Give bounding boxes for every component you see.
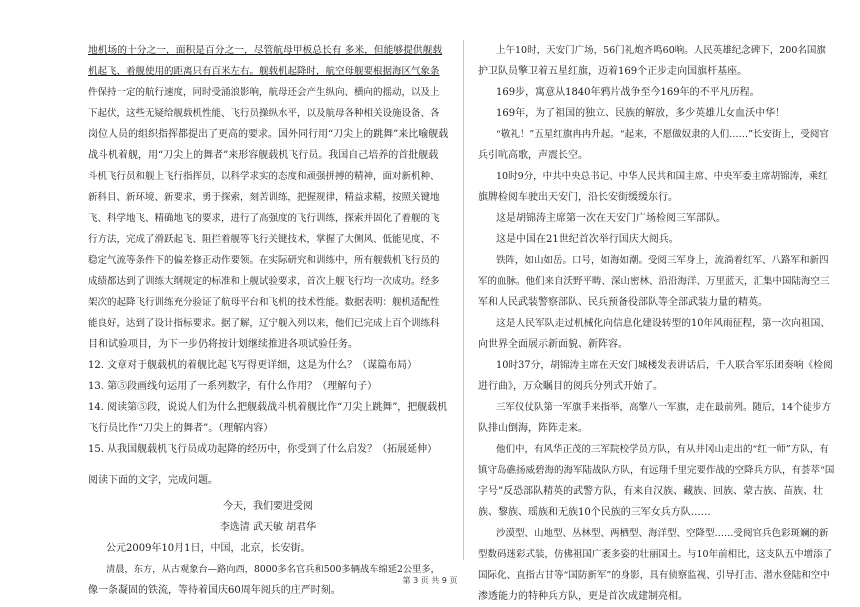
text-line: 进行曲》，万众瞩目的阅兵分列式开始了。: [478, 381, 663, 392]
text-line: 地机场的十分之一，面积是百分之一，尽管航母甲板总长有 多米，但能够提供舰载: [88, 45, 443, 56]
text-line: 字号”反恐部队精英的武警方队，有来自汉族、藏族、回族、蒙古族、苗族、壮: [478, 486, 824, 497]
question-12: 12. 文章对于舰载机的着舰比起飞写得更详细，这是为什么？（谋篇布局）: [88, 360, 418, 371]
text-line: 兵引吭高歌，声震长空。: [478, 150, 588, 161]
text-line: 沙漠型、山地型、丛林型、两栖型、海洋型、空降型……受阅官兵色彩斑斓的新: [496, 528, 829, 539]
text-line: 这是中国在21世纪首次举行国庆大阅兵。: [496, 234, 679, 245]
text-line: 行方法，完成了滑跃起飞、阻拦着舰等飞行关键技术，掌握了大侧风、低能见度、不: [88, 234, 440, 245]
text-line: 这是人民军队走过机械化向信息化建设转型的10年风雨征程，第一次向祖国、: [496, 318, 831, 329]
question-14: 14. 阅读第⑤段，说说人们为什么把舰载战斗机着舰比作“刀尖上跳舞”，把舰载机: [88, 402, 448, 413]
text-line: 机起飞、着舰使用的距离只有百米左右。舰载机起降时，航空母舰要根据海区气象条: [88, 66, 440, 77]
text-line: 铁阵，如山如岳。口号，如海如潮。受阅三军身上，流淌着红军、八路军和新四: [496, 255, 829, 266]
text-line: 清晨，东方，从古观象台—路向西，8000多名官兵和500多辆战车绵延2公里多，: [106, 564, 440, 575]
text-line: 稳定气流等条件下的偏差修正动作要领。在实际研究和训练中，所有舰载机飞行员的: [88, 255, 440, 266]
text-line: 飞、科学地飞、精确地飞的要求，进行了高强度的飞行训练，探索并固化了着舰的飞: [88, 213, 440, 224]
text-line: 镇守岛礁扬威碧海的海军陆战队方队，有远翔千里完要作战的空降兵方队，有荟萃“国: [478, 465, 835, 476]
article-title: 今天，我们要进受阅: [223, 501, 313, 512]
text-line: 新科目、新环境、新要求，勇于探索，刻苦训练，把握规律，精益求精，按照关键地: [88, 192, 440, 203]
text-line: 战斗机着舰，用“刀尖上的舞者”来形容舰载机飞行员。我国自己培养的首批舰载: [88, 150, 439, 161]
text-line: 军的血脉。他们来自沃野平畴、深山密林、沿沿海洋、万里蓝天，汇集中国陆海空三: [478, 276, 830, 287]
text-line: 族、黎族、瑶族和无族10个民族的三军女兵方队……: [478, 507, 711, 518]
text-line: 斗机飞行员和舰上飞行指挥员，以科学求实的态度和顽强拼搏的精神，面对新机种、: [88, 171, 440, 182]
question-14-cont: 飞行员比作“刀尖上的舞者”。（理解内容）: [88, 423, 274, 434]
text-line: 渗透能力的特种兵方队，更是首次成建制亮相。: [478, 591, 688, 602]
text-line: 国际化、直指古甘等“国防新军”的身影，具有侦察监视、引导打击、潜水登陆和空中: [478, 570, 830, 581]
text-line: 上午10时，天安门广场，56门礼炮齐鸣60响。人民英雄纪念碑下，200名国旗: [496, 45, 826, 56]
page-number: 第 3 页 共 9 页: [402, 576, 458, 585]
question-13: 13. 第⑤段画线句运用了一系列数字，有什么作用？（理解句子）: [88, 381, 378, 392]
text-line: 队排山倒海，阵阵走来。: [478, 423, 588, 434]
text-line: 下起伏，这些无疑给舰载机性能、飞行员操纵水平，以及航母各种相关设施设备、各: [88, 108, 440, 119]
question-15: 15. 从我国舰载机飞行员成功起降的经历中，你受到了什么启发？（拓展延伸）: [88, 444, 438, 455]
text-line: 169年，为了祖国的独立、民族的解放，多少英雄儿女血沃中华！: [496, 108, 786, 119]
text-line: 型数码迷彩式装，仿佛祖国广袤多姿的壮丽国土。与10年前相比，这支队五中增添了: [478, 549, 833, 560]
text-line: 能良好，达到了设计指标要求。据了解，辽宁舰入列以来，他们已完成上百个训练科: [88, 318, 440, 329]
text-line: 公元2009年10月1日，中国，北京，长安街。: [106, 543, 311, 554]
text-line: 这是胡锦涛主席第一次在天安门广场检阅三军部队。: [496, 213, 726, 224]
text-line: 件保持一定的航行速度，同时受涌浪影响，航母还会产生纵向、横向的摇动，以及上: [88, 87, 440, 98]
text-line: 三军仪仗队第一军旗手来指举，高擎八一军旗，走在最前列。随后，14个徒步方: [496, 402, 832, 413]
instruction: 阅读下面的文字，完成问题。: [88, 475, 218, 486]
text-line: 像一条凝固的铁流，等待着国庆60周年阅兵的庄严时刻。: [88, 585, 341, 596]
text-line: 架次的起降飞行训练充分验证了航母平台和飞机的技术性能。数据表明：舰机适配性: [88, 297, 440, 308]
text-line: 10时9分，中共中央总书记、中华人民共和国主席、中央军委主席胡锦涛，乘红: [496, 171, 828, 182]
article-authors: 李选清 武天敏 胡君华: [219, 522, 317, 533]
text-line: 169步，寓意从1840年鸦片战争至今169年的不平凡历程。: [496, 87, 760, 98]
column-divider: [463, 40, 464, 560]
text-line: 他们中，有风华正茂的三军院校学员方队，有从井冈山走出的“红一师”方队，有: [496, 444, 829, 455]
text-line: 岗位人员的组织指挥都提出了更高的要求。国外同行用“刀尖上的跳舞”来比喻舰载: [88, 129, 449, 140]
text-line: 向世界全面展示新面貌、新阵容。: [478, 339, 628, 350]
text-line: 目和试验项目，为下一步仍将按计划继续推进各项试验任务。: [88, 339, 358, 350]
text-line: 10时37分，胡锦涛主席在天安门城楼发表讲话后，千人联合军乐团奏响《检阅: [496, 360, 833, 371]
text-line: 成绩都达到了训练大纲规定的标准和上舰试验要求，首次上舰飞行均一次成功。经多: [88, 276, 440, 287]
text-line: “敬礼！”五星红旗冉冉升起。“起来，不愿做奴隶的人们……”长安街上，受阅官: [496, 129, 829, 140]
text-line: 军和人民武装警察部队、民兵预备役部队等全部武装力量的精英。: [478, 297, 768, 308]
text-line: 护卫队员擎卫着五星红旗，迈着169个正步走向国旗杆基座。: [478, 66, 748, 77]
text-line: 旗牌检阅车驶出天安门，沿长安街缓缓东行。: [478, 192, 678, 203]
